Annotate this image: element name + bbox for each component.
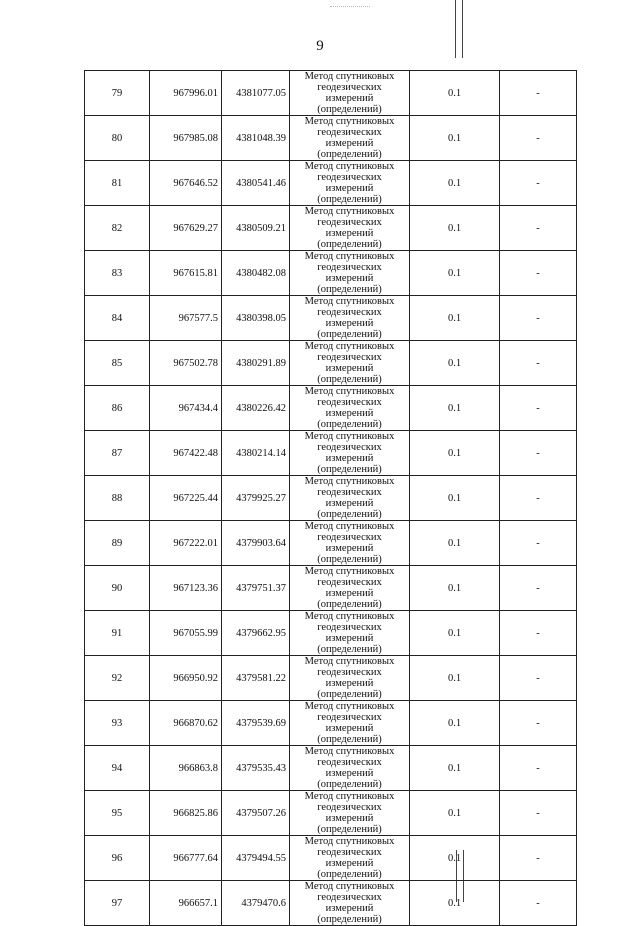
extra-cell: - — [500, 701, 577, 746]
extra-cell: - — [500, 476, 577, 521]
extra-cell: - — [500, 341, 577, 386]
extra-cell: - — [500, 881, 577, 926]
y-coordinate-cell: 4380398.05 — [222, 296, 290, 341]
table-row — [85, 881, 577, 926]
accuracy-cell: 0.1 — [410, 71, 500, 116]
x-coordinate-cell: 967225.44 — [150, 476, 222, 521]
extra-cell: - — [500, 656, 577, 701]
x-coordinate-cell: 967434.4 — [150, 386, 222, 431]
accuracy-cell: 0.1 — [410, 521, 500, 566]
y-coordinate-cell: 4380214.14 — [222, 431, 290, 476]
point-number-cell: 81 — [85, 161, 150, 206]
point-number-cell: 84 — [85, 296, 150, 341]
point-number-cell: 86 — [85, 386, 150, 431]
point-number-cell: 83 — [85, 251, 150, 296]
method-cell: Метод спутниковых геодезических измерений (определений) — [290, 341, 410, 386]
method-cell: Метод спутниковых геодезических измерений (определений) — [290, 656, 410, 701]
page-number: 9 — [316, 38, 324, 54]
extra-cell: - — [500, 386, 577, 431]
y-coordinate-cell: 4381048.39 — [222, 116, 290, 161]
method-cell: Метод спутниковых геодезических измерений (определений) — [290, 701, 410, 746]
method-cell: Метод спутниковых геодезических измерений (определений) — [290, 566, 410, 611]
accuracy-cell: 0.1 — [410, 296, 500, 341]
method-cell: Метод спутниковых геодезических измерений (определений) — [290, 791, 410, 836]
table-row — [85, 116, 577, 161]
x-coordinate-cell: 967222.01 — [150, 521, 222, 566]
x-coordinate-cell: 966657.1 — [150, 881, 222, 926]
x-coordinate-cell: 967422.48 — [150, 431, 222, 476]
y-coordinate-cell: 4379539.69 — [222, 701, 290, 746]
table-row — [85, 296, 577, 341]
table-row — [85, 836, 577, 881]
method-cell: Метод спутниковых геодезических измерений (определений) — [290, 206, 410, 251]
coordinates-table — [84, 70, 577, 926]
point-number-cell: 80 — [85, 116, 150, 161]
method-cell: Метод спутниковых геодезических измерений (определений) — [290, 251, 410, 296]
y-coordinate-cell: 4379535.43 — [222, 746, 290, 791]
accuracy-cell: 0.1 — [410, 476, 500, 521]
method-cell: Метод спутниковых геодезических измерений (определений) — [290, 161, 410, 206]
extra-cell: - — [500, 116, 577, 161]
point-number-cell: 97 — [85, 881, 150, 926]
extra-cell: - — [500, 791, 577, 836]
scan-artifact — [330, 6, 370, 11]
point-number-cell: 91 — [85, 611, 150, 656]
method-cell: Метод спутниковых геодезических измерений (определений) — [290, 296, 410, 341]
y-coordinate-cell: 4380482.08 — [222, 251, 290, 296]
extra-cell: - — [500, 161, 577, 206]
x-coordinate-cell: 966825.86 — [150, 791, 222, 836]
table-row — [85, 521, 577, 566]
table-row — [85, 206, 577, 251]
table-row — [85, 701, 577, 746]
accuracy-cell: 0.1 — [410, 611, 500, 656]
x-coordinate-cell: 967577.5 — [150, 296, 222, 341]
accuracy-cell: 0.1 — [410, 251, 500, 296]
table-row — [85, 746, 577, 791]
method-cell: Метод спутниковых геодезических измерений (определений) — [290, 71, 410, 116]
point-number-cell: 96 — [85, 836, 150, 881]
extra-cell: - — [500, 611, 577, 656]
method-cell: Метод спутниковых геодезических измерений (определений) — [290, 836, 410, 881]
accuracy-cell: 0.1 — [410, 656, 500, 701]
accuracy-cell: 0.1 — [410, 881, 500, 926]
point-number-cell: 79 — [85, 71, 150, 116]
extra-cell: - — [500, 251, 577, 296]
y-coordinate-cell: 4379581.22 — [222, 656, 290, 701]
x-coordinate-cell: 967615.81 — [150, 251, 222, 296]
point-number-cell: 89 — [85, 521, 150, 566]
table-row — [85, 611, 577, 656]
y-coordinate-cell: 4380226.42 — [222, 386, 290, 431]
table-row — [85, 791, 577, 836]
y-coordinate-cell: 4380509.21 — [222, 206, 290, 251]
y-coordinate-cell: 4379662.95 — [222, 611, 290, 656]
x-coordinate-cell: 967055.99 — [150, 611, 222, 656]
table-row — [85, 431, 577, 476]
extra-cell: - — [500, 296, 577, 341]
accuracy-cell: 0.1 — [410, 386, 500, 431]
accuracy-cell: 0.1 — [410, 161, 500, 206]
y-coordinate-cell: 4379470.6 — [222, 881, 290, 926]
method-cell: Метод спутниковых геодезических измерений (определений) — [290, 386, 410, 431]
point-number-cell: 93 — [85, 701, 150, 746]
point-number-cell: 90 — [85, 566, 150, 611]
x-coordinate-cell: 967646.52 — [150, 161, 222, 206]
x-coordinate-cell: 967629.27 — [150, 206, 222, 251]
x-coordinate-cell: 967996.01 — [150, 71, 222, 116]
x-coordinate-cell: 967502.78 — [150, 341, 222, 386]
method-cell: Метод спутниковых геодезических измерений (определений) — [290, 611, 410, 656]
method-cell: Метод спутниковых геодезических измерений (определений) — [290, 476, 410, 521]
point-number-cell: 82 — [85, 206, 150, 251]
extra-cell: - — [500, 206, 577, 251]
method-cell: Метод спутниковых геодезических измерений (определений) — [290, 746, 410, 791]
y-coordinate-cell: 4379925.27 — [222, 476, 290, 521]
accuracy-cell: 0.1 — [410, 341, 500, 386]
accuracy-cell: 0.1 — [410, 566, 500, 611]
accuracy-cell: 0.1 — [410, 701, 500, 746]
x-coordinate-cell: 966950.92 — [150, 656, 222, 701]
x-coordinate-cell: 966777.64 — [150, 836, 222, 881]
y-coordinate-cell: 4380541.46 — [222, 161, 290, 206]
accuracy-cell: 0.1 — [410, 791, 500, 836]
extra-cell: - — [500, 836, 577, 881]
extra-cell: - — [500, 431, 577, 476]
method-cell: Метод спутниковых геодезических измерений (определений) — [290, 431, 410, 476]
y-coordinate-cell: 4379507.26 — [222, 791, 290, 836]
table-body — [85, 71, 577, 926]
point-number-cell: 94 — [85, 746, 150, 791]
point-number-cell: 87 — [85, 431, 150, 476]
table-row — [85, 341, 577, 386]
point-number-cell: 88 — [85, 476, 150, 521]
table-row — [85, 656, 577, 701]
method-cell: Метод спутниковых геодезических измерений (определений) — [290, 881, 410, 926]
table-row — [85, 476, 577, 521]
method-cell: Метод спутниковых геодезических измерений (определений) — [290, 116, 410, 161]
x-coordinate-cell: 967123.36 — [150, 566, 222, 611]
x-coordinate-cell: 967985.08 — [150, 116, 222, 161]
extra-cell: - — [500, 521, 577, 566]
table-row — [85, 251, 577, 296]
accuracy-cell: 0.1 — [410, 116, 500, 161]
point-number-cell: 95 — [85, 791, 150, 836]
method-cell: Метод спутниковых геодезических измерений (определений) — [290, 521, 410, 566]
x-coordinate-cell: 966870.62 — [150, 701, 222, 746]
table-row — [85, 566, 577, 611]
accuracy-cell: 0.1 — [410, 206, 500, 251]
extra-cell: - — [500, 71, 577, 116]
table-row — [85, 161, 577, 206]
y-coordinate-cell: 4380291.89 — [222, 341, 290, 386]
accuracy-cell: 0.1 — [410, 836, 500, 881]
accuracy-cell: 0.1 — [410, 746, 500, 791]
y-coordinate-cell: 4379494.55 — [222, 836, 290, 881]
extra-cell: - — [500, 746, 577, 791]
x-coordinate-cell: 966863.8 — [150, 746, 222, 791]
table-row — [85, 71, 577, 116]
accuracy-cell: 0.1 — [410, 431, 500, 476]
point-number-cell: 92 — [85, 656, 150, 701]
y-coordinate-cell: 4379751.37 — [222, 566, 290, 611]
table-row — [85, 386, 577, 431]
y-coordinate-cell: 4379903.64 — [222, 521, 290, 566]
y-coordinate-cell: 4381077.05 — [222, 71, 290, 116]
point-number-cell: 85 — [85, 341, 150, 386]
extra-cell: - — [500, 566, 577, 611]
